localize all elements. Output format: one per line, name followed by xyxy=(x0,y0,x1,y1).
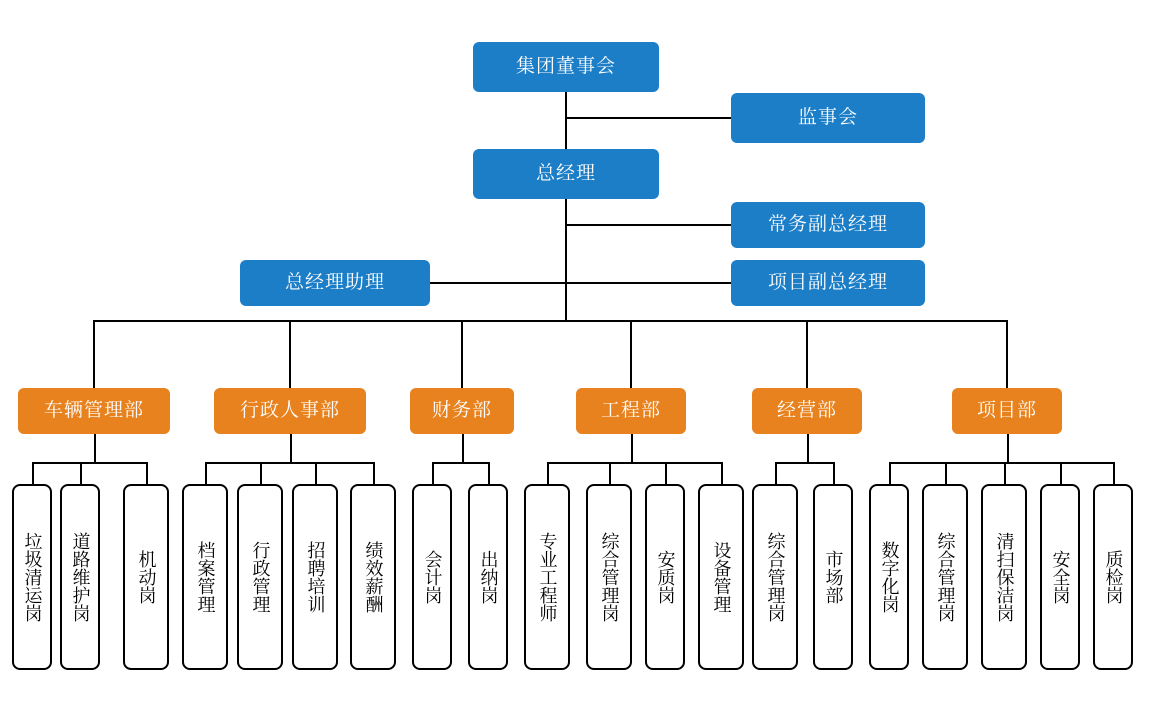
post-drop xyxy=(260,462,262,484)
connector-project-deputy xyxy=(565,282,732,284)
post-node[interactable]: 设备管理 xyxy=(698,484,744,670)
post-drop xyxy=(609,462,611,484)
post-node[interactable]: 招聘培训 xyxy=(292,484,338,670)
post-drop xyxy=(488,462,490,484)
node-board[interactable]: 集团董事会 xyxy=(473,42,659,92)
department-node[interactable]: 经营部 xyxy=(752,388,862,434)
post-drop xyxy=(665,462,667,484)
post-bus xyxy=(889,462,1113,464)
post-node[interactable]: 垃圾清运岗 xyxy=(12,484,52,670)
connector-exec-deputy xyxy=(565,224,732,226)
post-drop xyxy=(80,462,82,484)
dept-drop-4 xyxy=(630,320,632,388)
dept-drop-5 xyxy=(806,320,808,388)
post-bus xyxy=(205,462,373,464)
connector-board-to-gm xyxy=(565,92,567,149)
post-node[interactable]: 道路维护岗 xyxy=(60,484,100,670)
node-project-deputy-gm[interactable]: 项目副总经理 xyxy=(731,260,925,306)
post-bus xyxy=(775,462,833,464)
post-drop xyxy=(205,462,207,484)
post-node[interactable]: 安质岗 xyxy=(645,484,685,670)
post-node[interactable]: 绩效薪酬 xyxy=(350,484,396,670)
post-drop xyxy=(889,462,891,484)
connector-gm-assistant xyxy=(429,282,566,284)
post-stem xyxy=(290,434,292,462)
post-drop xyxy=(775,462,777,484)
post-node[interactable]: 综合管理岗 xyxy=(752,484,798,670)
dept-drop-6 xyxy=(1006,320,1008,388)
post-drop xyxy=(373,462,375,484)
post-drop xyxy=(1060,462,1062,484)
post-node[interactable]: 行政管理 xyxy=(237,484,283,670)
department-node[interactable]: 工程部 xyxy=(576,388,686,434)
post-node[interactable]: 安全岗 xyxy=(1040,484,1080,670)
dept-drop-2 xyxy=(289,320,291,388)
post-drop xyxy=(945,462,947,484)
post-drop xyxy=(32,462,34,484)
node-gm-assistant[interactable]: 总经理助理 xyxy=(240,260,430,306)
post-stem xyxy=(1007,434,1009,462)
node-exec-deputy-gm[interactable]: 常务副总经理 xyxy=(731,202,925,248)
department-node[interactable]: 项目部 xyxy=(952,388,1062,434)
post-drop xyxy=(1004,462,1006,484)
node-general-manager[interactable]: 总经理 xyxy=(473,149,659,199)
post-node[interactable]: 清扫保洁岗 xyxy=(981,484,1027,670)
post-drop xyxy=(1113,462,1115,484)
post-node[interactable]: 综合管理岗 xyxy=(922,484,968,670)
post-drop xyxy=(432,462,434,484)
department-node[interactable]: 车辆管理部 xyxy=(18,388,170,434)
post-node[interactable]: 会计岗 xyxy=(412,484,452,670)
post-node[interactable]: 综合管理岗 xyxy=(586,484,632,670)
post-drop xyxy=(547,462,549,484)
post-drop xyxy=(146,462,148,484)
post-stem xyxy=(631,434,633,462)
connector-supervisors xyxy=(565,117,732,119)
post-drop xyxy=(721,462,723,484)
department-node[interactable]: 行政人事部 xyxy=(214,388,366,434)
post-drop xyxy=(833,462,835,484)
post-node[interactable]: 市场部 xyxy=(813,484,853,670)
post-bus xyxy=(547,462,721,464)
post-node[interactable]: 机动岗 xyxy=(123,484,169,670)
post-stem xyxy=(94,434,96,462)
connector-gm-down xyxy=(565,199,567,321)
post-node[interactable]: 出纳岗 xyxy=(468,484,508,670)
post-stem xyxy=(807,434,809,462)
post-bus xyxy=(432,462,488,464)
node-supervisors[interactable]: 监事会 xyxy=(731,93,925,143)
post-stem xyxy=(462,434,464,462)
department-node[interactable]: 财务部 xyxy=(410,388,514,434)
post-node[interactable]: 数字化岗 xyxy=(869,484,909,670)
department-bus xyxy=(93,320,1008,322)
post-node[interactable]: 档案管理 xyxy=(182,484,228,670)
dept-drop-1 xyxy=(93,320,95,388)
dept-drop-3 xyxy=(461,320,463,388)
post-drop xyxy=(315,462,317,484)
post-node[interactable]: 质检岗 xyxy=(1093,484,1133,670)
post-bus xyxy=(32,462,146,464)
post-node[interactable]: 专业工程师 xyxy=(524,484,570,670)
